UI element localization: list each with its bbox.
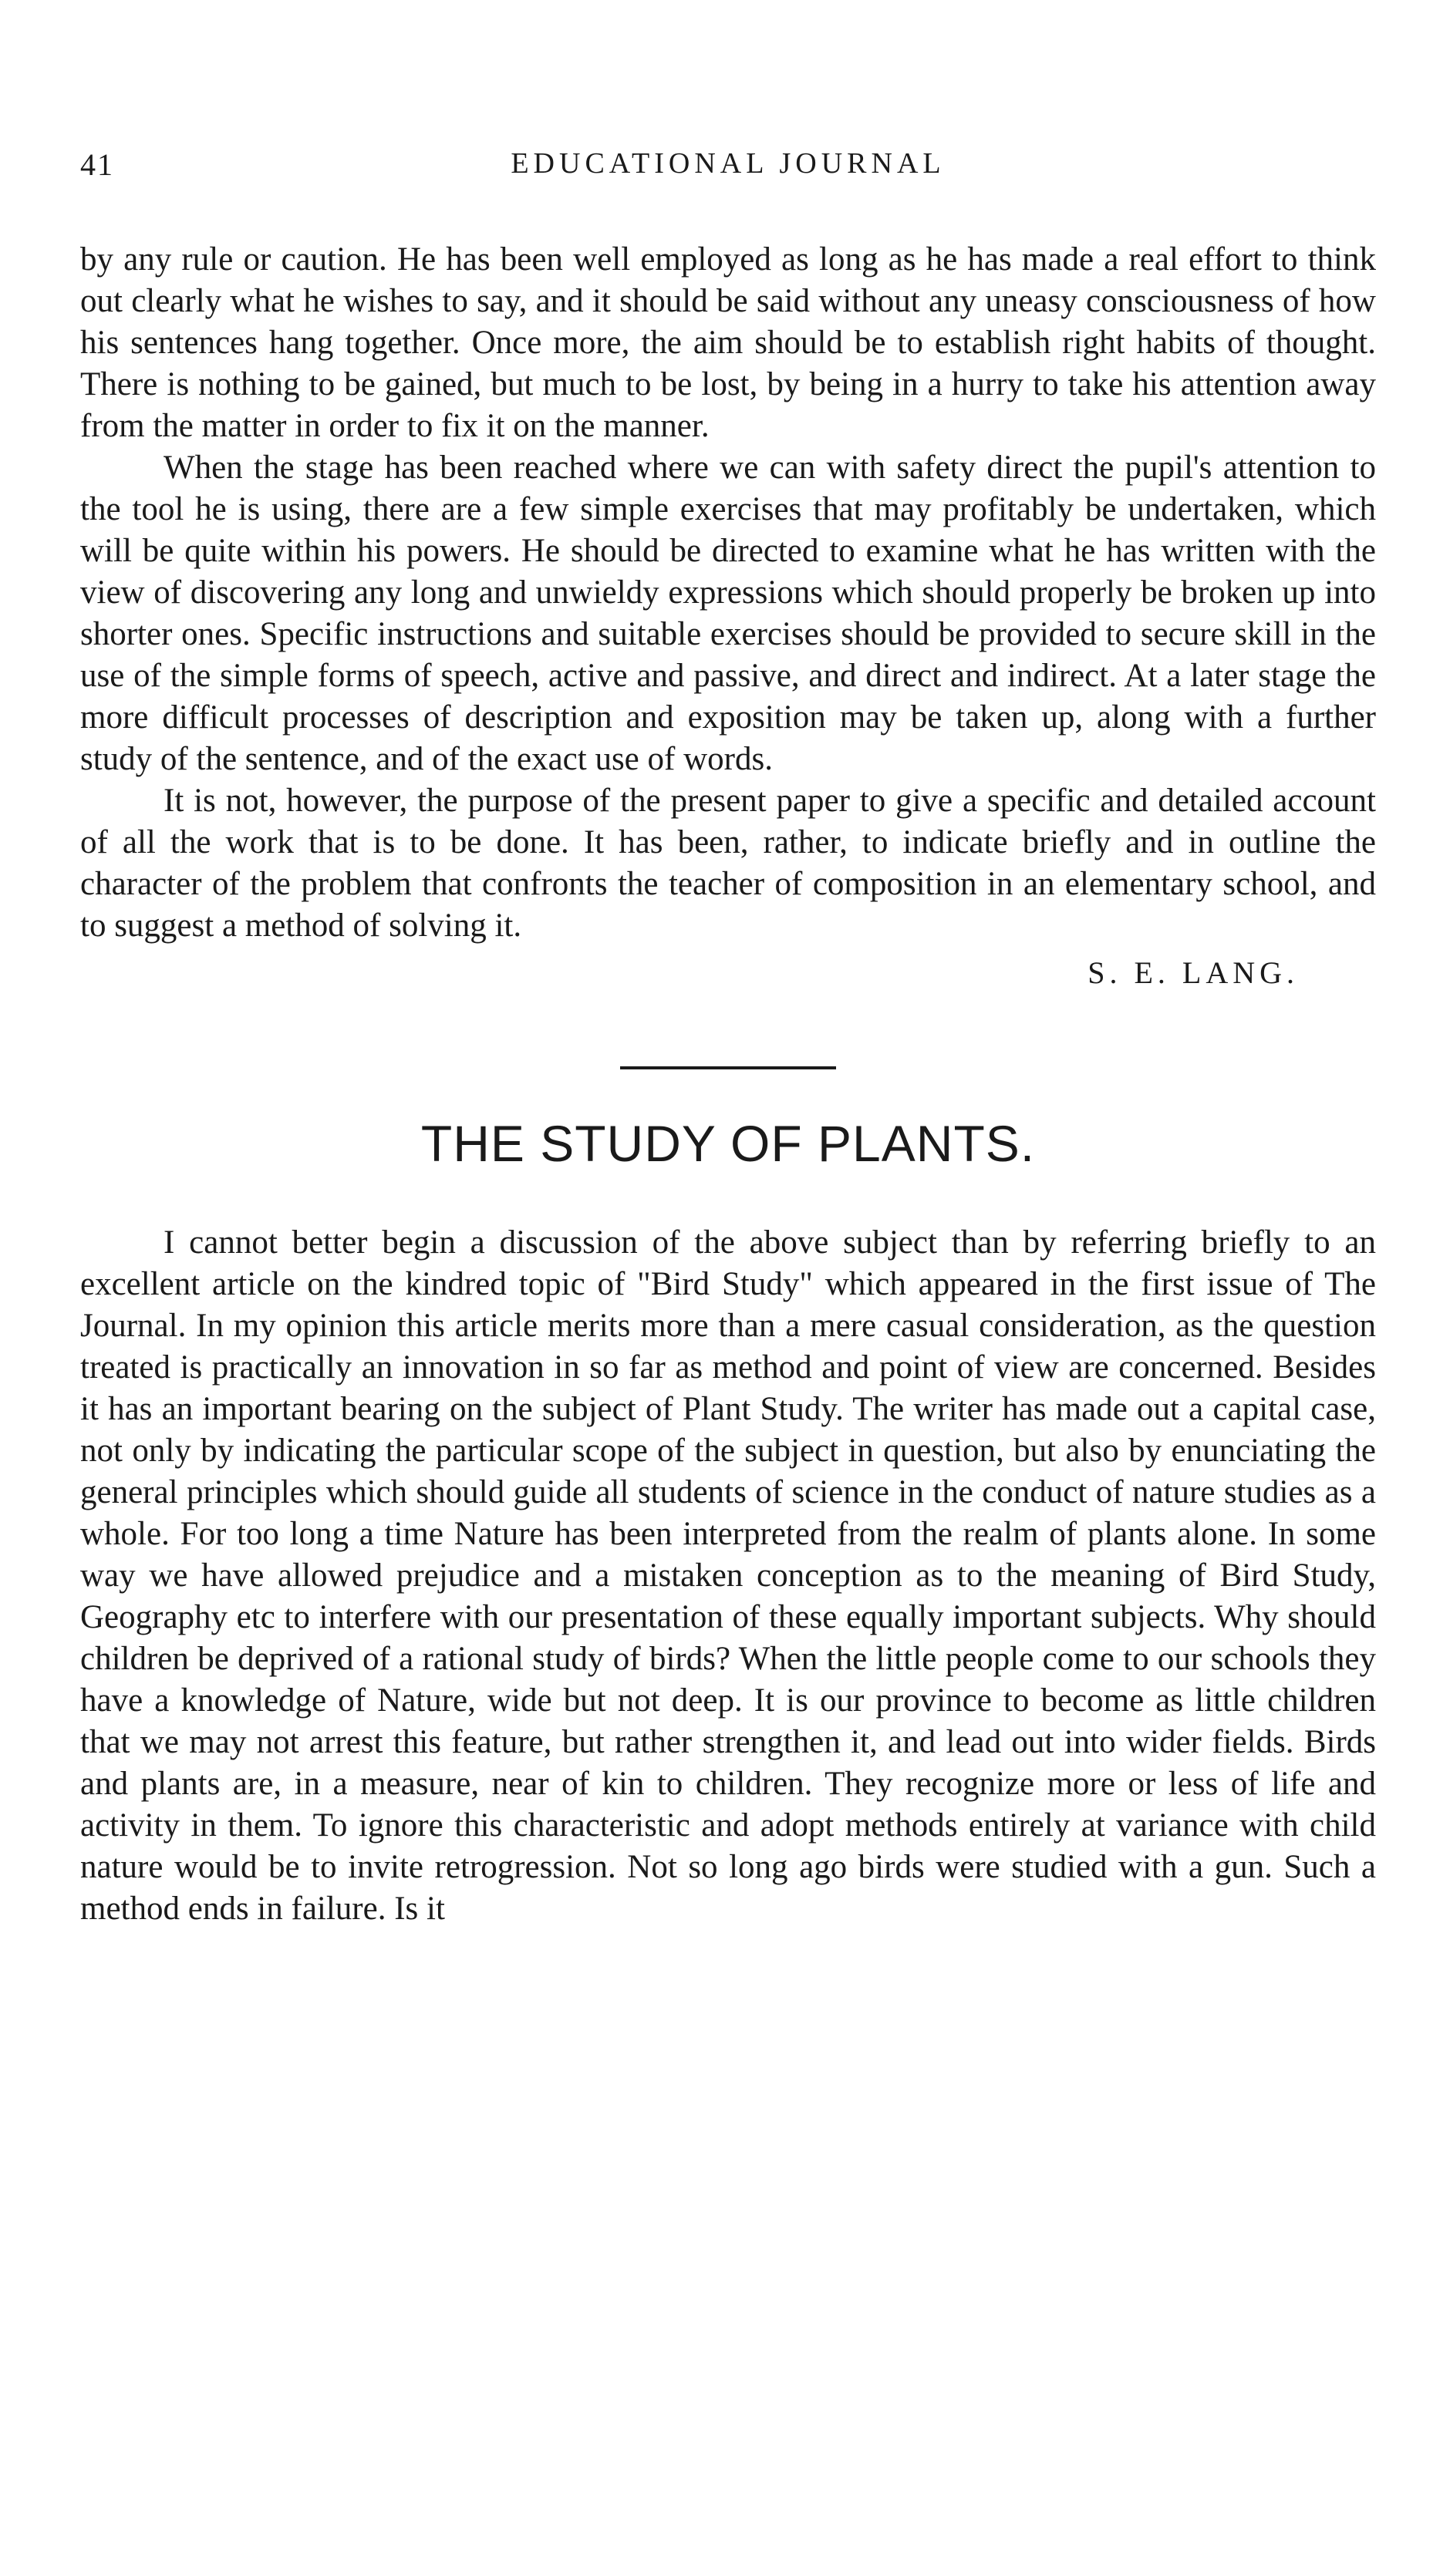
running-head [80,146,1376,193]
section-divider [620,1066,836,1069]
article-paragraph: When the stage has been reached where we can with safety direct the pupil's attention to the tool he is using, there are a few simple exercises that may profitably be undertaken, which will be quite within his powers. He should be directed to examine what he has written with the view of discovering any long and unwieldy expressions which should properly be broken up into shorter ones. Specific instructions and suitable exercises should be provided to secure skill in the use of the simple forms of speech, active and passive, and direct and indirect. At a later stage the more difficult processes of description and exposition may be taken up, along with a further study of the sentence, and of the exact use of words. [80,450,1376,777]
page-number: 41 [80,147,114,182]
article-paragraph: It is not, however, the purpose of the present paper to give a specific and detailed account of all the work that is to be done. It has been, rather, to indicate briefly and in outline the character of the problem that confronts the teacher of composition in an elementary school, and to suggest a method of solving it. [80,783,1376,944]
article-title: THE STUDY OF PLANTS. [420,1115,1036,1172]
first-article [80,239,1376,991]
article-paragraph: by any rule or caution. He has been well employed as long as he has made a real effort to think out clearly what he wishes to say, and it should be said without any uneasy consciousness of how his sentences hang together. Once more, the aim should be to establish right habits of thought. There is nothing to be gained, but much to be lost, by being in a hurry to take his attention away from the matter in order to fix it on the manner. [80,241,1376,444]
author-signature: S. E. LANG. [1088,955,1299,990]
journal-page [80,146,1376,1930]
journal-title: EDUCATIONAL JOURNAL [511,147,946,180]
article-paragraph: I cannot better begin a discussion of the above subject than by referring briefly to an excellent article on the kindred topic of "Bird Study" which appeared in the first issue of The Journal. In my opinion this article merits more than a mere casual consideration, as the question treated is practically an innovation in so far as method and point of view are concerned. Besides it has an important bearing on the subject of Plant Study. The writer has made out a capital case, not only by indicating the particular scope of the subject in question, but also by enunciating the general principles which should guide all students of science in the conduct of nature studies as a whole. For too long a time Nature has been interpreted from the realm of plants alone. In some way we have allowed prejudice and a mistaken conception as to the meaning of Bird Study, Geography etc to interfere with our presentation of these equally important subjects. Why should children be deprived of a rational study of birds? When the little people come to our schools they have a knowledge of Nature, wide but not deep. It is our province to become as little children that we may not arrest this feature, but rather strengthen it, and lead out into wider fields. Birds and plants are, in a measure, near of kin to children. They recognize more or less of life and activity in them. To ignore this characteristic and adopt methods entirely at variance with child nature would be to invite retrogression. Not so long ago birds were studied with a gun. Such a method ends in failure. Is it [80,1224,1376,1927]
second-article [80,1114,1376,1930]
